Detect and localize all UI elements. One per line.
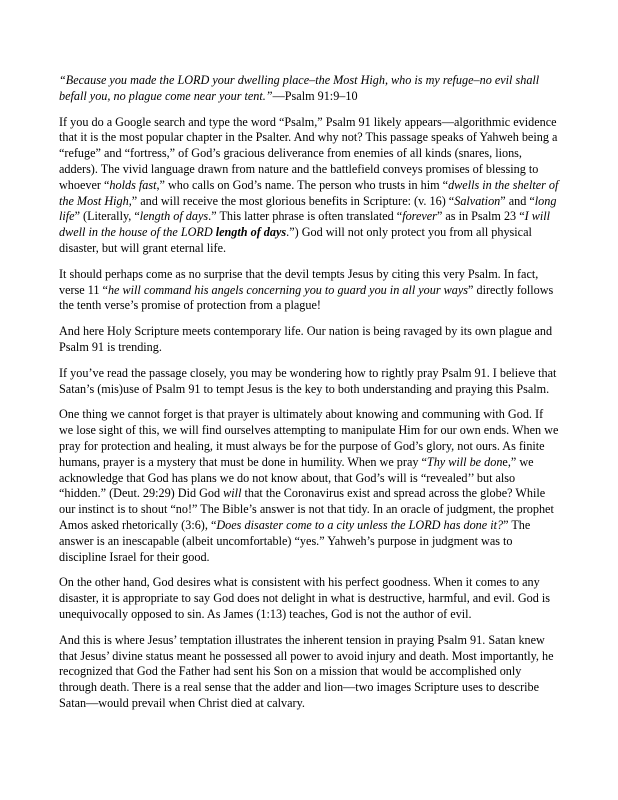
paragraph xyxy=(59,407,560,565)
text-run: that the Coronavirus exist and spread across the globe? While our instinct is to shout “no!” The Bible’s answer is not that tidy. In an oracle of judgment, the prophet Amos asked rhetorically (3:6), “ xyxy=(59,486,554,532)
text-run: will xyxy=(223,486,242,501)
text-run: he will command his angels concerning you to guard you in all your ways xyxy=(107,282,469,297)
text-run: ” directly follows the tenth verse’s promise of protection from a plague! xyxy=(59,282,554,313)
text-run: ” (Literally, “ xyxy=(74,209,140,224)
text-run: Thy will be don xyxy=(426,454,503,469)
text-run: On the other hand, God desires what is consistent with his perfect goodness. When it comes to any disaster, it is appropriate to say God does not delight in what is destructive, harmful, and evil. God is unequivocally opposed to sin. As James (1:13) teaches, God is not the author of evil. xyxy=(59,575,550,621)
text-run: forever xyxy=(402,209,437,224)
text-run: holds fast xyxy=(109,177,157,192)
text-run: Salvation xyxy=(454,193,501,208)
text-run: One thing we cannot forget is that prayer is ultimately about knowing and communing with God. If we lose sight of this, we will find ourselves attempting to manipulate Him for our own ends. When we pray for protection and healing, it must always be for the purpose of God’s glory, not ours. As finite humans, prayer is a mystery that must be done in humility. When we pray “ xyxy=(59,407,559,469)
text-run: e,” we acknowledge that God has plans we do not know about, that God’s will is “revealed’’ but also “hidden.” (Deut. 29:29) Did God xyxy=(59,454,534,501)
paragraph xyxy=(59,115,560,257)
text-run: length of days xyxy=(139,209,209,224)
text-run: And here Holy Scripture meets contemporary life. Our nation is being ravaged by its own plague and Psalm 91 is trending. xyxy=(59,324,553,354)
text-run: If you do a Google search and type the word “Psalm,” Psalm 91 likely appears—algorithmic evidence that it is the most popular chapter in the Psalter. And why not? This passage speaks of Yahweh being a “refuge” and “fortress,” of God’s gracious deliverance from enemies of all kinds (snares, lions, adders). The vivid language drawn from nature and the battlefield conveys promises of blessing to whoever “ xyxy=(59,114,558,192)
paragraph xyxy=(59,575,560,622)
text-run: long life xyxy=(59,193,557,224)
paragraph xyxy=(59,633,560,712)
paragraph xyxy=(59,324,560,356)
text-run: It should perhaps come as no surprise that the devil tempts Jesus by citing this very Psalm. In fact, verse 11 “ xyxy=(59,266,539,297)
text-run: If you’ve read the passage closely, you may be wondering how to rightly pray Psalm 91. I believe that Satan’s (mis)use of Psalm 91 to tempt Jesus is the key to both understanding and praying this Psalm. xyxy=(59,365,557,396)
text-run: Does disaster come to a city unless the LORD has done it? xyxy=(216,517,504,532)
text-run: .”) God will not only protect you from all physical disaster, but will grant eternal life. xyxy=(59,225,532,255)
text-run: ,” and will receive the most glorious benefits in Scripture: (v. 16) “ xyxy=(128,193,455,208)
paragraph xyxy=(59,73,560,105)
paragraph xyxy=(59,366,560,398)
text-run: “Because you made the LORD your dwelling place–the Most High, who is my refuge–no evil shall befall you, no plague come near your tent.” xyxy=(59,73,540,103)
text-run: And this is where Jesus’ temptation illustrates the inherent tension in praying Psalm 91. Satan knew that Jesus’ divine status meant he possessed all power to avoid injury and death. Most importantly, he recognized that God the Father had sent his Son on a mission that would be accomplished only through death. There is a real sense that the adder and lion—two images Scripture uses to describe Satan—would prevail when Christ died at calvary. xyxy=(59,632,554,710)
text-run: .” This latter phrase is often translated “ xyxy=(208,209,403,224)
text-run: I will dwell in the house of the LORD xyxy=(59,209,551,240)
text-run: ” as in Psalm 23 “ xyxy=(436,209,525,224)
text-run: —Psalm 91:9–10 xyxy=(272,88,358,103)
document-text xyxy=(59,73,560,722)
text-run: dwells in the shelter of the Most High xyxy=(59,177,559,208)
paragraph xyxy=(59,267,560,314)
text-run: ” The answer is an inescapable (albeit uncomfortable) “yes.” Yahweh’s purpose in judgment was to discipline Israel for their good. xyxy=(59,517,531,564)
text-run: ,” who calls on God’s name. The person who trusts in him “ xyxy=(156,177,449,192)
text-run: length of days xyxy=(215,225,287,240)
text-run: ” and “ xyxy=(500,193,535,208)
